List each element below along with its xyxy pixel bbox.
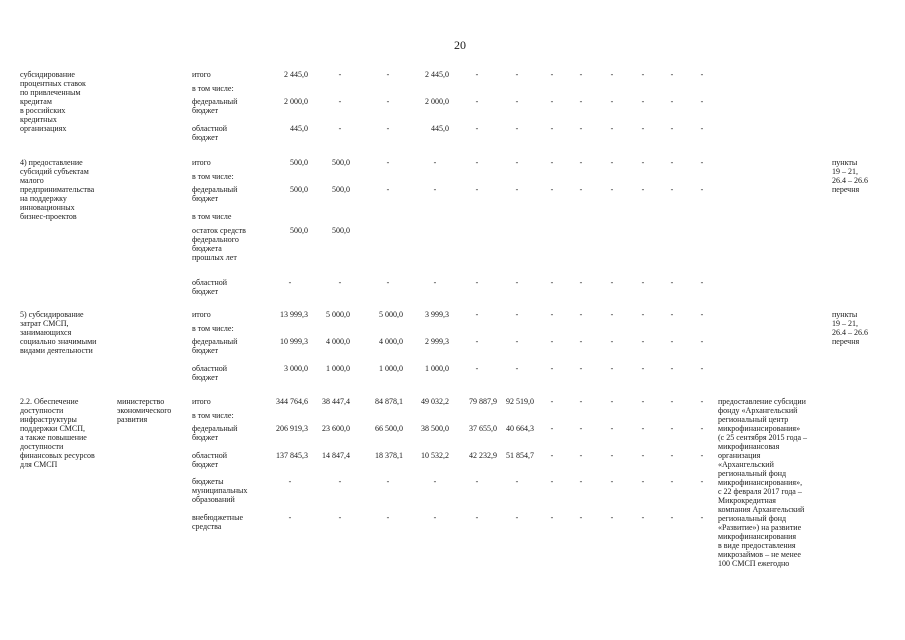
cell-dash: -: [610, 278, 614, 287]
cell-value: 40 664,3: [506, 424, 534, 433]
cell-value: 79 887,9: [469, 397, 497, 406]
section-note: предоставление субсидии фонду «Архангельский региональный центр микрофинансирования» (с 25 сентября 2015 года – микрофинансовая организация «Архангельский региональный фонд микрофинансирования», с 22 февраля 2017 года – Микрокредитная компания Архангельский региональный фонд «Развитие») на развитие микрофинансирования в виде предоставления микрозаймов – не менее 100 СМСП ежегодно: [718, 397, 807, 568]
row-label: итого: [192, 70, 211, 79]
cell-dash: -: [386, 513, 390, 522]
cell-value: 5 000,0: [326, 310, 350, 319]
cell-dash: -: [610, 185, 614, 194]
cell-dash: -: [700, 124, 704, 133]
cell-dash: -: [641, 185, 645, 194]
cell-dash: -: [550, 124, 554, 133]
cell-dash: -: [641, 364, 645, 373]
cell-dash: -: [579, 424, 583, 433]
cell-value: 1 000,0: [379, 364, 403, 373]
cell-value: 3 999,3: [425, 310, 449, 319]
row-label: внебюджетные средства: [192, 513, 243, 531]
cell-dash: -: [610, 451, 614, 460]
cell-dash: -: [670, 185, 674, 194]
cell-dash: -: [670, 158, 674, 167]
cell-dash: -: [641, 124, 645, 133]
cell-dash: -: [670, 477, 674, 486]
cell-dash: -: [475, 278, 479, 287]
cell-dash: -: [579, 364, 583, 373]
cell-dash: -: [579, 185, 583, 194]
cell-dash: -: [550, 337, 554, 346]
cell-dash: -: [610, 124, 614, 133]
cell-dash: -: [475, 97, 479, 106]
cell-value: 500,0: [290, 226, 308, 235]
cell-dash: -: [475, 70, 479, 79]
cell-value: 445,0: [290, 124, 308, 133]
cell-dash: -: [670, 278, 674, 287]
cell-dash: -: [475, 477, 479, 486]
cell-value: 500,0: [332, 185, 350, 194]
cell-value: 500,0: [290, 185, 308, 194]
cell-dash: -: [386, 97, 390, 106]
cell-dash: -: [550, 97, 554, 106]
cell-dash: -: [641, 477, 645, 486]
cell-dash: -: [386, 477, 390, 486]
section-note: пункты 19 – 21, 26.4 – 26.6 перечня: [832, 158, 868, 194]
cell-dash: -: [641, 70, 645, 79]
cell-dash: -: [700, 424, 704, 433]
cell-dash: -: [515, 97, 519, 106]
cell-dash: -: [579, 70, 583, 79]
page-number: 20: [454, 38, 466, 52]
cell-dash: -: [338, 124, 342, 133]
cell-dash: -: [641, 513, 645, 522]
cell-dash: -: [610, 513, 614, 522]
cell-dash: -: [700, 513, 704, 522]
cell-dash: -: [550, 424, 554, 433]
cell-dash: -: [700, 337, 704, 346]
cell-value: 92 519,0: [506, 397, 534, 406]
cell-dash: -: [670, 337, 674, 346]
cell-dash: -: [700, 397, 704, 406]
cell-dash: -: [550, 477, 554, 486]
cell-value: 2 000,0: [284, 97, 308, 106]
cell-value: 137 845,3: [276, 451, 308, 460]
cell-dash: -: [515, 364, 519, 373]
cell-dash: -: [700, 278, 704, 287]
cell-dash: -: [386, 158, 390, 167]
row-label: итого: [192, 310, 211, 319]
cell-dash: -: [433, 185, 437, 194]
cell-value: 84 878,1: [375, 397, 403, 406]
measure-description: субсидирование процентных ставок по привлеченным кредитам в российских кредитных организациях: [20, 70, 86, 133]
cell-value: 500,0: [332, 158, 350, 167]
cell-value: 18 378,1: [375, 451, 403, 460]
cell-dash: -: [515, 124, 519, 133]
row-label: областной бюджет: [192, 124, 228, 142]
measure-description: 2.2. Обеспечение доступности инфраструктуры поддержки СМСП, а также повышение доступности финансовых ресурсов для СМСП: [20, 397, 95, 469]
row-label: остаток средств федерального бюджета прошлых лет: [192, 226, 246, 262]
row-label: в том числе:: [192, 84, 234, 93]
cell-dash: -: [641, 337, 645, 346]
cell-value: 37 655,0: [469, 424, 497, 433]
row-label: федеральный бюджет: [192, 424, 238, 442]
cell-dash: -: [579, 278, 583, 287]
cell-dash: -: [610, 397, 614, 406]
cell-dash: -: [641, 278, 645, 287]
cell-dash: -: [550, 185, 554, 194]
row-label: в том числе: [192, 212, 232, 221]
cell-dash: -: [641, 397, 645, 406]
cell-dash: -: [579, 477, 583, 486]
cell-dash: -: [579, 124, 583, 133]
cell-value: 3 000,0: [284, 364, 308, 373]
cell-dash: -: [700, 70, 704, 79]
cell-dash: -: [670, 124, 674, 133]
cell-dash: -: [641, 97, 645, 106]
cell-dash: -: [700, 477, 704, 486]
cell-dash: -: [433, 158, 437, 167]
cell-dash: -: [610, 97, 614, 106]
cell-dash: -: [386, 185, 390, 194]
cell-dash: -: [579, 451, 583, 460]
cell-dash: -: [641, 158, 645, 167]
cell-dash: -: [670, 451, 674, 460]
cell-dash: -: [579, 397, 583, 406]
cell-dash: -: [550, 158, 554, 167]
cell-value: 445,0: [431, 124, 449, 133]
cell-dash: -: [641, 424, 645, 433]
cell-dash: -: [700, 310, 704, 319]
section-note: пункты 19 – 21, 26.4 – 26.6 перечня: [832, 310, 868, 346]
cell-value: 42 232,9: [469, 451, 497, 460]
cell-value: 344 764,6: [276, 397, 308, 406]
cell-dash: -: [475, 158, 479, 167]
cell-value: 5 000,0: [379, 310, 403, 319]
cell-value: 2 999,3: [425, 337, 449, 346]
cell-value: 66 500,0: [375, 424, 403, 433]
cell-dash: -: [579, 513, 583, 522]
cell-value: 4 000,0: [379, 337, 403, 346]
row-label: в том числе:: [192, 324, 234, 333]
cell-value: 38 447,4: [322, 397, 350, 406]
cell-value: 49 032,2: [421, 397, 449, 406]
executor-name: министерство экономического развития: [117, 397, 172, 424]
cell-dash: -: [475, 185, 479, 194]
cell-value: 14 847,4: [322, 451, 350, 460]
cell-value: 2 000,0: [425, 97, 449, 106]
cell-dash: -: [515, 158, 519, 167]
row-label: федеральный бюджет: [192, 185, 238, 203]
row-label: итого: [192, 158, 211, 167]
cell-dash: -: [610, 70, 614, 79]
cell-dash: -: [288, 477, 292, 486]
cell-dash: -: [386, 70, 390, 79]
cell-dash: -: [288, 513, 292, 522]
cell-dash: -: [515, 513, 519, 522]
cell-dash: -: [670, 70, 674, 79]
cell-dash: -: [475, 513, 479, 522]
cell-dash: -: [610, 477, 614, 486]
cell-dash: -: [475, 124, 479, 133]
cell-dash: -: [550, 278, 554, 287]
cell-dash: -: [550, 451, 554, 460]
cell-dash: -: [338, 70, 342, 79]
cell-dash: -: [670, 513, 674, 522]
cell-dash: -: [433, 278, 437, 287]
cell-dash: -: [515, 477, 519, 486]
cell-dash: -: [550, 310, 554, 319]
cell-value: 38 500,0: [421, 424, 449, 433]
cell-value: 2 445,0: [425, 70, 449, 79]
cell-dash: -: [386, 124, 390, 133]
cell-dash: -: [338, 477, 342, 486]
cell-dash: -: [670, 97, 674, 106]
cell-dash: -: [670, 424, 674, 433]
cell-dash: -: [288, 278, 292, 287]
row-label: областной бюджет: [192, 364, 228, 382]
cell-dash: -: [515, 278, 519, 287]
cell-dash: -: [579, 97, 583, 106]
cell-value: 10 999,3: [280, 337, 308, 346]
cell-dash: -: [579, 158, 583, 167]
row-label: областной бюджет: [192, 278, 228, 296]
cell-dash: -: [550, 397, 554, 406]
cell-dash: -: [610, 158, 614, 167]
cell-dash: -: [515, 70, 519, 79]
cell-value: 51 854,7: [506, 451, 534, 460]
cell-dash: -: [610, 364, 614, 373]
cell-dash: -: [475, 364, 479, 373]
cell-dash: -: [386, 278, 390, 287]
cell-dash: -: [610, 337, 614, 346]
cell-dash: -: [515, 310, 519, 319]
cell-dash: -: [550, 364, 554, 373]
cell-value: 23 600,0: [322, 424, 350, 433]
row-label: областной бюджет: [192, 451, 228, 469]
row-label: в том числе:: [192, 411, 234, 420]
cell-value: 10 532,2: [421, 451, 449, 460]
cell-dash: -: [610, 310, 614, 319]
cell-dash: -: [670, 397, 674, 406]
cell-dash: -: [700, 364, 704, 373]
cell-dash: -: [641, 451, 645, 460]
cell-value: 1 000,0: [425, 364, 449, 373]
cell-dash: -: [700, 97, 704, 106]
cell-dash: -: [579, 310, 583, 319]
row-label: в том числе:: [192, 172, 234, 181]
cell-value: 1 000,0: [326, 364, 350, 373]
cell-value: 500,0: [332, 226, 350, 235]
cell-dash: -: [475, 337, 479, 346]
measure-description: 5) субсидирование затрат СМСП, занимающихся социально значимыми видами деятельности: [20, 310, 97, 355]
measure-description: 4) предоставление субсидий субъектам малого предпринимательства на поддержку инновационных бизнес-проектов: [20, 158, 95, 221]
cell-dash: -: [700, 185, 704, 194]
cell-dash: -: [515, 337, 519, 346]
row-label: федеральный бюджет: [192, 337, 238, 355]
cell-dash: -: [670, 310, 674, 319]
cell-dash: -: [550, 513, 554, 522]
cell-dash: -: [433, 513, 437, 522]
cell-dash: -: [338, 513, 342, 522]
cell-dash: -: [610, 424, 614, 433]
cell-dash: -: [338, 97, 342, 106]
cell-dash: -: [641, 310, 645, 319]
cell-value: 4 000,0: [326, 337, 350, 346]
cell-dash: -: [670, 364, 674, 373]
row-label: итого: [192, 397, 211, 406]
cell-value: 500,0: [290, 158, 308, 167]
row-label: федеральный бюджет: [192, 97, 238, 115]
cell-dash: -: [338, 278, 342, 287]
cell-value: 13 999,3: [280, 310, 308, 319]
cell-dash: -: [550, 70, 554, 79]
cell-value: 2 445,0: [284, 70, 308, 79]
cell-dash: -: [515, 185, 519, 194]
cell-dash: -: [475, 310, 479, 319]
row-label: бюджеты муниципальных образований: [192, 477, 248, 504]
cell-dash: -: [700, 451, 704, 460]
cell-value: 206 919,3: [276, 424, 308, 433]
cell-dash: -: [700, 158, 704, 167]
cell-dash: -: [579, 337, 583, 346]
cell-dash: -: [433, 477, 437, 486]
